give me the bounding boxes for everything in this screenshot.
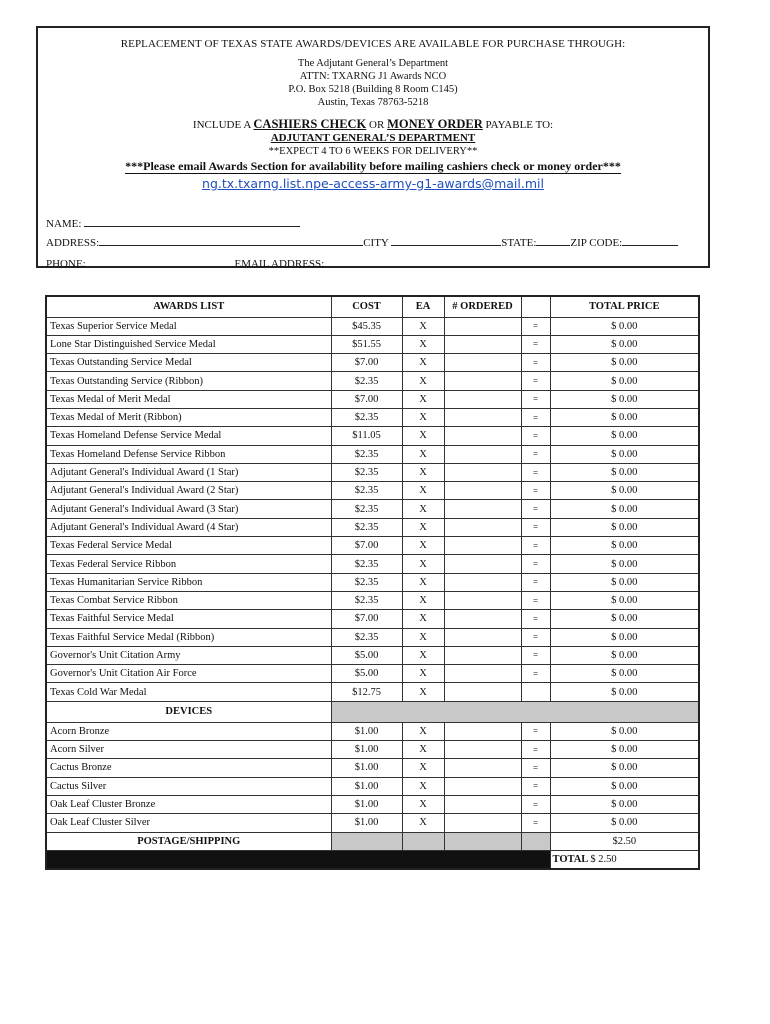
or-text: OR — [366, 119, 388, 131]
postage-gray-ea — [402, 832, 444, 850]
award-equals-sign — [521, 683, 550, 701]
award-ordered-input[interactable] — [444, 610, 521, 628]
device-equals-sign: = — [521, 759, 550, 777]
award-cost: $2.35 — [331, 518, 402, 536]
award-equals-sign: = — [521, 463, 550, 481]
device-name: Acorn Silver — [46, 741, 331, 759]
award-name: Adjutant General's Individual Award (4 Star) — [46, 518, 331, 536]
device-name: Oak Leaf Cluster Silver — [46, 814, 331, 832]
award-equals-sign: = — [521, 372, 550, 390]
award-name: Texas Federal Service Medal — [46, 537, 331, 555]
award-cost: $2.35 — [331, 555, 402, 573]
award-equals-sign: = — [521, 646, 550, 664]
award-ea-multiplier: X — [402, 463, 444, 481]
device-ea-multiplier: X — [402, 741, 444, 759]
postage-label: POSTAGE/SHIPPING — [46, 832, 331, 850]
payee-department — [38, 132, 708, 144]
include-prefix: INCLUDE A — [192, 119, 254, 131]
device-row — [46, 741, 699, 759]
award-total-price: $ 0.00 — [550, 354, 699, 372]
award-row — [46, 427, 699, 445]
device-total-price: $ 0.00 — [550, 795, 699, 813]
award-cost: $2.35 — [331, 482, 402, 500]
device-row — [46, 777, 699, 795]
device-row — [46, 814, 699, 832]
award-ea-multiplier: X — [402, 445, 444, 463]
award-total-price: $ 0.00 — [550, 518, 699, 536]
award-cost: $11.05 — [331, 427, 402, 445]
awards-email-link[interactable] — [38, 176, 708, 191]
device-ordered-input[interactable] — [444, 814, 521, 832]
award-ea-multiplier: X — [402, 372, 444, 390]
table-header-row — [46, 296, 699, 317]
award-row — [46, 372, 699, 390]
award-name: Adjutant General's Individual Award (1 Star) — [46, 463, 331, 481]
award-equals-sign: = — [521, 390, 550, 408]
award-ea-multiplier: X — [402, 390, 444, 408]
award-name: Adjutant General's Individual Award (2 Star) — [46, 482, 331, 500]
award-ordered-input[interactable] — [444, 335, 521, 353]
device-cost: $1.00 — [331, 741, 402, 759]
award-name: Texas Homeland Defense Service Ribbon — [46, 445, 331, 463]
award-row — [46, 610, 699, 628]
award-name: Texas Superior Service Medal — [46, 317, 331, 335]
award-total-price: $ 0.00 — [550, 427, 699, 445]
address-row — [46, 235, 678, 249]
address-line-1: The Adjutant General’s Department — [297, 58, 449, 69]
award-ordered-input[interactable] — [444, 665, 521, 683]
award-equals-sign: = — [521, 482, 550, 500]
city-label: CITY — [363, 237, 389, 249]
devices-gray-band — [331, 701, 699, 722]
award-ea-multiplier: X — [402, 427, 444, 445]
award-ea-multiplier: X — [402, 555, 444, 573]
device-ea-multiplier: X — [402, 759, 444, 777]
device-row — [46, 722, 699, 740]
device-name: Cactus Bronze — [46, 759, 331, 777]
delivery-note: **EXPECT 4 TO 6 WEEKS FOR DELIVERY** — [268, 146, 478, 157]
device-cost: $1.00 — [331, 722, 402, 740]
address-label: ADDRESS: — [46, 237, 100, 249]
intro-text: REPLACEMENT OF TEXAS STATE AWARDS/DEVICES ARE AVAILABLE FOR PURCHASE THROUGH: — [120, 38, 626, 50]
award-ordered-input[interactable] — [444, 518, 521, 536]
award-ordered-input[interactable] — [444, 537, 521, 555]
device-name: Oak Leaf Cluster Bronze — [46, 795, 331, 813]
award-equals-sign: = — [521, 573, 550, 591]
award-total-price: $ 0.00 — [550, 500, 699, 518]
postage-row — [46, 832, 699, 850]
award-ea-multiplier: X — [402, 317, 444, 335]
award-equals-sign: = — [521, 665, 550, 683]
award-name: Texas Cold War Medal — [46, 683, 331, 701]
money-order-text: MONEY ORDER — [387, 117, 483, 131]
award-ea-multiplier: X — [402, 610, 444, 628]
award-cost: $7.00 — [331, 537, 402, 555]
phone-label: PHONE: — [46, 258, 86, 270]
award-name: Texas Outstanding Service Medal — [46, 354, 331, 372]
devices-header-row — [46, 701, 699, 722]
award-equals-sign: = — [521, 408, 550, 426]
award-equals-sign: = — [521, 335, 550, 353]
award-ordered-input[interactable] — [444, 500, 521, 518]
name-label: NAME: — [46, 218, 82, 230]
address-field[interactable] — [99, 235, 363, 246]
device-total-price: $ 0.00 — [550, 814, 699, 832]
award-row — [46, 573, 699, 591]
award-ordered-input[interactable] — [444, 482, 521, 500]
award-ea-multiplier: X — [402, 500, 444, 518]
equals-header — [521, 296, 550, 317]
device-ordered-input[interactable] — [444, 795, 521, 813]
award-equals-sign: = — [521, 555, 550, 573]
award-ordered-input[interactable] — [444, 463, 521, 481]
award-total-price: $ 0.00 — [550, 482, 699, 500]
award-row — [46, 390, 699, 408]
device-ordered-input[interactable] — [444, 777, 521, 795]
zip-label: ZIP CODE: — [570, 237, 623, 249]
awards-rows — [46, 317, 699, 701]
award-total-price: $ 0.00 — [550, 372, 699, 390]
city-field[interactable] — [391, 235, 501, 246]
zip-field[interactable] — [622, 235, 678, 246]
award-row — [46, 500, 699, 518]
award-equals-sign: = — [521, 591, 550, 609]
email-note-text: ***Please email Awards Section for availability before mailing cashiers check or money order*** — [125, 159, 621, 173]
award-total-price: $ 0.00 — [550, 408, 699, 426]
email-availability-note — [38, 159, 708, 174]
award-total-price: $ 0.00 — [550, 646, 699, 664]
state-field[interactable] — [536, 235, 570, 246]
award-row — [46, 482, 699, 500]
order-instructions-box — [36, 26, 710, 268]
award-equals-sign: = — [521, 518, 550, 536]
award-total-price: $ 0.00 — [550, 317, 699, 335]
award-ordered-input[interactable] — [444, 646, 521, 664]
awards-order-table — [45, 295, 700, 870]
award-row — [46, 646, 699, 664]
grand-total-label: TOTAL — [552, 853, 588, 865]
award-ordered-input[interactable] — [444, 445, 521, 463]
award-cost: $51.55 — [331, 335, 402, 353]
award-ea-multiplier: X — [402, 482, 444, 500]
award-name: Governor's Unit Citation Army — [46, 646, 331, 664]
award-row — [46, 354, 699, 372]
award-cost: $2.35 — [331, 500, 402, 518]
award-ordered-input[interactable] — [444, 573, 521, 591]
award-total-price: $ 0.00 — [550, 665, 699, 683]
award-ea-multiplier: X — [402, 335, 444, 353]
address-line-2: ATTN: TXARNG J1 Awards NCO — [299, 71, 447, 82]
award-ordered-input[interactable] — [444, 555, 521, 573]
award-name: Lone Star Distinguished Service Medal — [46, 335, 331, 353]
name-field[interactable] — [84, 216, 300, 227]
device-ea-multiplier: X — [402, 777, 444, 795]
name-row — [46, 216, 300, 230]
devices-label: DEVICES — [46, 701, 331, 722]
award-ordered-input[interactable] — [444, 408, 521, 426]
award-cost: $2.35 — [331, 372, 402, 390]
award-ordered-input[interactable] — [444, 591, 521, 609]
award-ordered-input[interactable] — [444, 372, 521, 390]
award-equals-sign: = — [521, 610, 550, 628]
award-ea-multiplier: X — [402, 354, 444, 372]
award-total-price: $ 0.00 — [550, 390, 699, 408]
award-cost: $2.35 — [331, 591, 402, 609]
award-cost: $7.00 — [331, 610, 402, 628]
award-total-price: $ 0.00 — [550, 573, 699, 591]
device-cost: $1.00 — [331, 759, 402, 777]
award-row — [46, 408, 699, 426]
device-equals-sign: = — [521, 722, 550, 740]
grand-total-black-band — [46, 850, 550, 868]
award-cost: $2.35 — [331, 445, 402, 463]
award-equals-sign: = — [521, 537, 550, 555]
award-ea-multiplier: X — [402, 573, 444, 591]
award-name: Texas Faithful Service Medal — [46, 610, 331, 628]
award-name: Texas Faithful Service Medal (Ribbon) — [46, 628, 331, 646]
award-ea-multiplier: X — [402, 537, 444, 555]
award-row — [46, 537, 699, 555]
award-equals-sign: = — [521, 628, 550, 646]
device-total-price: $ 0.00 — [550, 759, 699, 777]
award-row — [46, 665, 699, 683]
postage-gray-ordered — [444, 832, 521, 850]
department-name: ADJUTANT GENERAL’S DEPARTMENT — [270, 132, 476, 144]
device-total-price: $ 0.00 — [550, 722, 699, 740]
award-cost: $12.75 — [331, 683, 402, 701]
award-equals-sign: = — [521, 354, 550, 372]
award-cost: $2.35 — [331, 463, 402, 481]
award-name: Texas Federal Service Ribbon — [46, 555, 331, 573]
device-cost: $1.00 — [331, 814, 402, 832]
device-ea-multiplier: X — [402, 722, 444, 740]
award-row — [46, 555, 699, 573]
award-name: Texas Humanitarian Service Ribbon — [46, 573, 331, 591]
award-name: Texas Homeland Defense Service Medal — [46, 427, 331, 445]
award-total-price: $ 0.00 — [550, 555, 699, 573]
postage-gray-equals — [521, 832, 550, 850]
grand-total-cell — [550, 850, 699, 868]
grand-total-value: $ 2.50 — [590, 853, 617, 865]
award-name: Texas Combat Service Ribbon — [46, 591, 331, 609]
award-ordered-input[interactable] — [444, 683, 521, 701]
award-cost: $2.35 — [331, 408, 402, 426]
award-total-price: $ 0.00 — [550, 683, 699, 701]
phone-field[interactable] — [86, 256, 232, 267]
postage-gray-cost — [331, 832, 402, 850]
postage-total: $2.50 — [550, 832, 699, 850]
awards-list-header: AWARDS LIST — [46, 296, 331, 317]
award-ordered-input[interactable] — [444, 427, 521, 445]
award-cost: $7.00 — [331, 354, 402, 372]
award-total-price: $ 0.00 — [550, 591, 699, 609]
award-ea-multiplier: X — [402, 628, 444, 646]
award-total-price: $ 0.00 — [550, 335, 699, 353]
award-equals-sign: = — [521, 317, 550, 335]
address-line-4: Austin, Texas 78763-5218 — [317, 97, 429, 108]
award-row — [46, 683, 699, 701]
device-equals-sign: = — [521, 814, 550, 832]
device-ordered-input[interactable] — [444, 759, 521, 777]
device-name: Acorn Bronze — [46, 722, 331, 740]
award-equals-sign: = — [521, 500, 550, 518]
award-cost: $5.00 — [331, 646, 402, 664]
award-name: Governor's Unit Citation Air Force — [46, 665, 331, 683]
award-total-price: $ 0.00 — [550, 610, 699, 628]
device-ordered-input[interactable] — [444, 722, 521, 740]
cost-header: COST — [331, 296, 402, 317]
device-total-price: $ 0.00 — [550, 741, 699, 759]
award-ea-multiplier: X — [402, 646, 444, 664]
ordered-header: # ORDERED — [444, 296, 521, 317]
address-line-3: P.O. Box 5218 (Building 8 Room C145) — [288, 84, 458, 95]
device-name: Cactus Silver — [46, 777, 331, 795]
award-ea-multiplier: X — [402, 408, 444, 426]
award-cost: $45.35 — [331, 317, 402, 335]
device-ordered-input[interactable] — [444, 741, 521, 759]
device-total-price: $ 0.00 — [550, 777, 699, 795]
award-equals-sign: = — [521, 427, 550, 445]
device-equals-sign: = — [521, 777, 550, 795]
total-price-header: TOTAL PRICE — [550, 296, 699, 317]
grand-total-row — [46, 850, 699, 868]
email-link-text[interactable]: ng.tx.txarng.list.npe-access-army-g1-awards@mail.mil — [202, 176, 544, 191]
device-ea-multiplier: X — [402, 814, 444, 832]
award-row — [46, 518, 699, 536]
award-cost: $7.00 — [331, 390, 402, 408]
award-ordered-input[interactable] — [444, 317, 521, 335]
award-cost: $5.00 — [331, 665, 402, 683]
award-row — [46, 317, 699, 335]
email-field[interactable] — [327, 256, 553, 267]
ea-header: EA — [402, 296, 444, 317]
award-cost: $2.35 — [331, 628, 402, 646]
device-equals-sign: = — [521, 795, 550, 813]
award-ordered-input[interactable] — [444, 390, 521, 408]
phone-row — [46, 256, 553, 270]
device-row — [46, 759, 699, 777]
award-ea-multiplier: X — [402, 665, 444, 683]
award-ordered-input[interactable] — [444, 628, 521, 646]
device-rows — [46, 722, 699, 832]
device-equals-sign: = — [521, 741, 550, 759]
award-total-price: $ 0.00 — [550, 445, 699, 463]
device-row — [46, 795, 699, 813]
device-cost: $1.00 — [331, 777, 402, 795]
award-row — [46, 463, 699, 481]
device-cost: $1.00 — [331, 795, 402, 813]
email-label: EMAIL ADDRESS: — [234, 258, 325, 270]
device-ea-multiplier: X — [402, 795, 444, 813]
award-name: Texas Medal of Merit Medal — [46, 390, 331, 408]
award-ea-multiplier: X — [402, 518, 444, 536]
award-total-price: $ 0.00 — [550, 537, 699, 555]
award-total-price: $ 0.00 — [550, 628, 699, 646]
award-row — [46, 445, 699, 463]
award-ordered-input[interactable] — [444, 354, 521, 372]
award-cost: $2.35 — [331, 573, 402, 591]
award-name: Adjutant General's Individual Award (3 Star) — [46, 500, 331, 518]
award-equals-sign: = — [521, 445, 550, 463]
award-name: Texas Outstanding Service (Ribbon) — [46, 372, 331, 390]
payment-instruction — [38, 117, 708, 132]
state-label: STATE: — [501, 237, 537, 249]
award-row — [46, 335, 699, 353]
award-total-price: $ 0.00 — [550, 463, 699, 481]
award-name: Texas Medal of Merit (Ribbon) — [46, 408, 331, 426]
award-row — [46, 628, 699, 646]
payable-suffix: PAYABLE TO: — [482, 119, 554, 131]
award-ea-multiplier: X — [402, 591, 444, 609]
award-ea-multiplier: X — [402, 683, 444, 701]
award-row — [46, 591, 699, 609]
cashiers-check-text: CASHIERS CHECK — [253, 117, 367, 131]
